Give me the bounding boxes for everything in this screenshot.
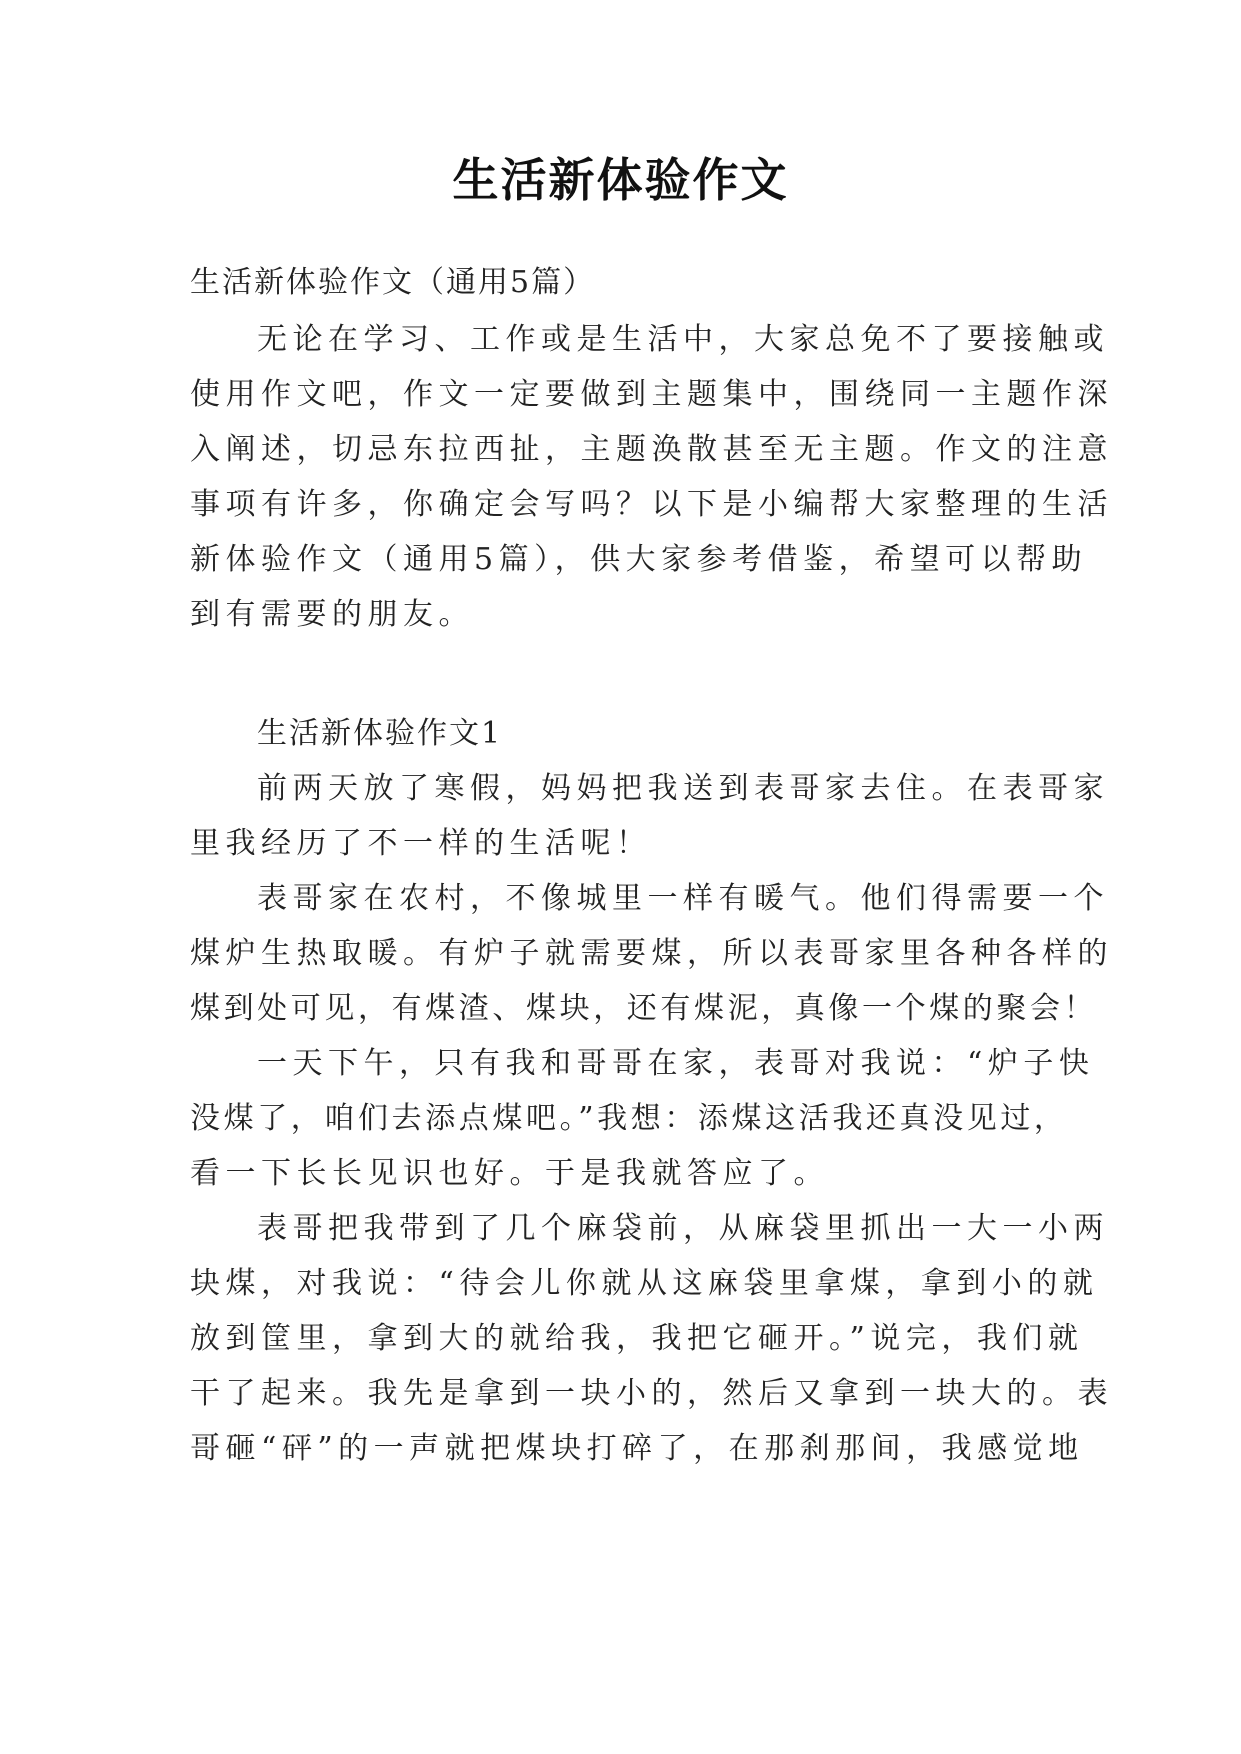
essay-line: 一天下午，只有我和哥哥在家，表哥对我说：“炉子快 <box>257 1046 1095 1081</box>
intro-line: 无论在学习、工作或是生活中，大家总免不了要接触或 <box>257 322 1109 357</box>
essay-line: 没煤了，咱们去添点煤吧。”我想：添煤这活我还真没见过， <box>190 1101 1068 1136</box>
intro-line: 新体验作文（通用5篇），供大家参考借鉴，希望可以帮助 <box>190 542 1088 577</box>
essay-line: 前两天放了寒假，妈妈把我送到表哥家去住。在表哥家 <box>257 771 1109 806</box>
section-heading: 生活新体验作文1 <box>257 716 503 751</box>
essay-line: 看一下长长见识也好。于是我就答应了。 <box>190 1156 829 1191</box>
essay-line: 煤到处可见，有煤渣、煤块，还有煤泥，真像一个煤的聚会！ <box>190 991 1098 1026</box>
essay-line: 干了起来。我先是拿到一块小的，然后又拿到一块大的。表 <box>190 1376 1113 1411</box>
essay-line: 放到筐里，拿到大的就给我，我把它砸开。”说完，我们就 <box>190 1321 1084 1356</box>
intro-line: 使用作文吧，作文一定要做到主题集中，围绕同一主题作深 <box>190 377 1113 412</box>
intro-line: 事项有许多，你确定会写吗？以下是小编帮大家整理的生活 <box>190 487 1113 522</box>
essay-line: 表哥把我带到了几个麻袋前，从麻袋里抓出一大一小两 <box>257 1211 1109 1246</box>
intro-line: 入阐述，切忌东拉西扯，主题涣散甚至无主题。作文的注意 <box>190 432 1113 467</box>
essay-line: 哥砸“砰”的一声就把煤块打碎了，在那刹那间，我感觉地 <box>190 1431 1084 1466</box>
intro-line: 到有需要的朋友。 <box>190 597 474 632</box>
essay-line: 表哥家在农村，不像城里一样有暖气。他们得需要一个 <box>257 881 1109 916</box>
essay-line: 块煤，对我说：“待会儿你就从这麻袋里拿煤，拿到小的就 <box>190 1266 1099 1301</box>
document-title: 生活新体验作文 <box>452 153 789 207</box>
document-subtitle: 生活新体验作文（通用5篇） <box>190 265 596 300</box>
essay-line: 里我经历了不一样的生活呢！ <box>190 826 652 861</box>
essay-line: 煤炉生热取暖。有炉子就需要煤，所以表哥家里各种各样的 <box>190 936 1113 971</box>
